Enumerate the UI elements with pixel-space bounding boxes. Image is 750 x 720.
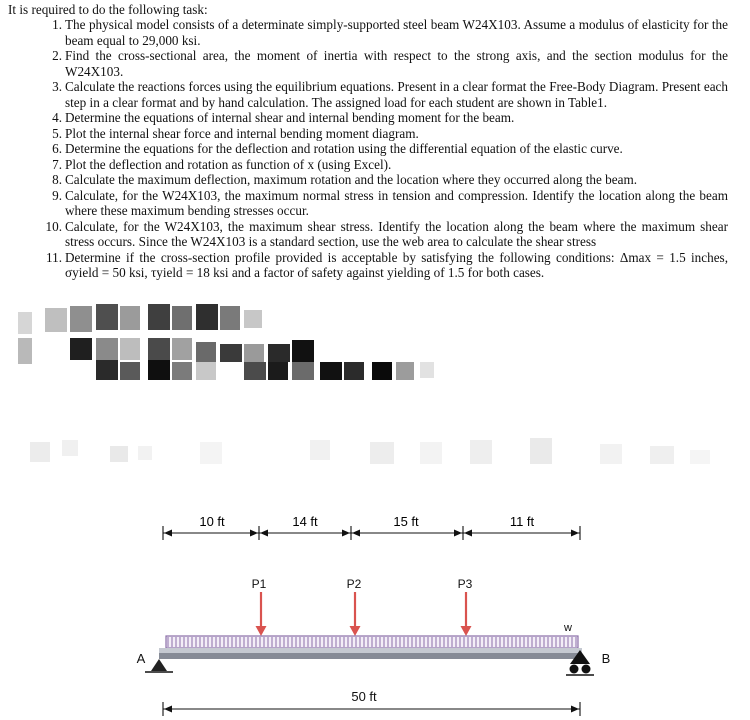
span-label-1: 10 ft [199,514,225,529]
pixel-block [148,338,170,360]
total-length-dimension-line [163,702,580,716]
beam-bottom-face [159,653,582,659]
load-arrowhead-p2 [350,626,361,636]
pixel-block [96,360,118,380]
task-number: 11. [46,249,62,265]
load-arrowhead-p1 [256,626,267,636]
task-item [8,79,728,110]
pixel-block [45,308,67,332]
task-text: Find the cross-sectional area, the moment of inertia with respect to the strong axis, and the section modulus for the W24X103. [65,48,728,79]
task-item [8,219,728,250]
task-item [8,126,728,142]
pixel-block [138,446,152,460]
task-item [8,188,728,219]
load-arrowhead-p3 [461,626,472,636]
support-label-b: B [601,651,611,666]
task-text: Determine the equations of internal shear and internal bending moment for the beam. [65,110,515,125]
pixel-block [370,442,394,464]
span-label-2: 14 ft [292,514,318,529]
task-text: Calculate, for the W24X103, the maximum normal stress in tension and compression. Identify the location along the beam where these maximum bending stresses occur. [65,187,728,218]
pixel-block [420,362,434,378]
load-label-p1: P1 [251,577,267,591]
pixel-block [220,344,242,362]
pixel-block [268,344,290,362]
pixel-block [310,440,330,460]
pin-support-a [145,659,173,672]
pixel-block [420,442,442,464]
pixel-block [18,338,32,364]
beam [159,648,582,653]
load-label-p3: P3 [457,577,473,591]
pixelated-table-image [0,300,750,480]
task-text: Calculate, for the W24X103, the maximum shear stress. Identify the location along the beam where the maximum shear stress occurs. Since the W24X103 is a standard section, use the web area to calculate the shear stress [65,218,728,249]
pixel-block [292,362,314,380]
task-text: Determine the equations for the deflection and rotation using the differential equation of the elastic curve. [65,141,623,156]
task-text: Plot the deflection and rotation as function of x (using Excel). [65,156,392,172]
pixel-block [396,362,414,380]
intro-text: It is required to do the following task: [8,2,208,17]
pixel-block [196,304,218,330]
task-text: Plot the internal shear force and internal bending moment diagram. [65,125,419,141]
point-load-p1 [252,577,267,636]
pixel-block [196,362,216,380]
pixel-block [172,362,192,380]
pixel-block [120,362,140,380]
task-text: Calculate the reactions forces using the equilibrium equations. Present in a clear format the Free-Body Diagram. Present each step in a clear format and by hand calculation. The assigned load for each student are shown in Table1. [65,79,728,110]
task-text: The physical model consists of a determinate simply-supported steel beam W24X103. Assume a modulus of elasticity for the beam equal to 29,000 ksi. [65,17,728,48]
task-list [8,17,728,281]
task-number: 2. [52,48,62,63]
pixel-block [70,306,92,332]
point-load-p3 [458,577,473,636]
distributed-load-label: w [564,622,572,634]
pixel-block [70,338,92,360]
pixel-block [344,362,364,380]
pixel-block [148,304,170,330]
task-number: 8. [52,172,62,187]
pixel-block [172,338,192,360]
task-item [8,172,728,188]
pixel-block [372,362,392,380]
pixel-block [172,306,192,330]
pixel-block [200,442,222,464]
pixel-block [30,442,50,462]
pixel-block [120,306,140,330]
pixel-block [220,306,240,330]
pixel-block [244,362,266,380]
beam-diagram [0,480,750,720]
task-item [8,48,728,79]
support-label-a: A [136,651,146,666]
task-number: 3. [52,79,62,94]
pixel-block [120,338,140,360]
task-item [8,17,728,48]
task-number: 5. [52,125,62,141]
task-number: 9. [52,187,62,203]
pixel-block [650,446,674,464]
task-item [8,250,728,281]
span-label-3: 15 ft [393,514,419,529]
task-number: 1. [52,17,62,32]
task-item [8,110,728,126]
pixel-block [148,360,170,380]
pixel-block [62,440,78,456]
pixel-block [96,338,118,362]
task-item [8,141,728,157]
pixel-block [320,362,342,380]
task-text: Determine if the cross-section profile provided is acceptable by satisfying the following conditions: Δmax = 1.5 inches, σyield = 50 ksi, τyield = 18 ksi and a factor of safety against yielding of 1.5 for both cases. [65,249,728,280]
pixel-block [600,444,622,464]
task-number: 6. [52,141,62,156]
task-text: Calculate the maximum deflection, maximum rotation and the location where they occurred along the beam. [65,172,637,187]
task-item [8,157,728,173]
pixel-block [530,438,552,464]
pixel-block [690,450,710,464]
pixel-block [292,340,314,362]
pixel-block [244,344,264,362]
point-load-p2 [347,577,362,636]
pixel-block [268,362,288,380]
pixel-block [244,310,262,328]
pixel-block [96,304,118,330]
pixel-block [470,440,492,464]
task-number: 7. [52,156,62,172]
total-length-label: 50 ft [351,689,377,704]
task-number: 4. [52,110,62,125]
span-label-4: 11 ft [509,514,535,529]
pixel-block [110,446,128,462]
pixel-block [18,312,32,334]
pixel-block [196,342,216,362]
load-label-p2: P2 [346,577,362,591]
task-number: 10. [45,218,62,234]
